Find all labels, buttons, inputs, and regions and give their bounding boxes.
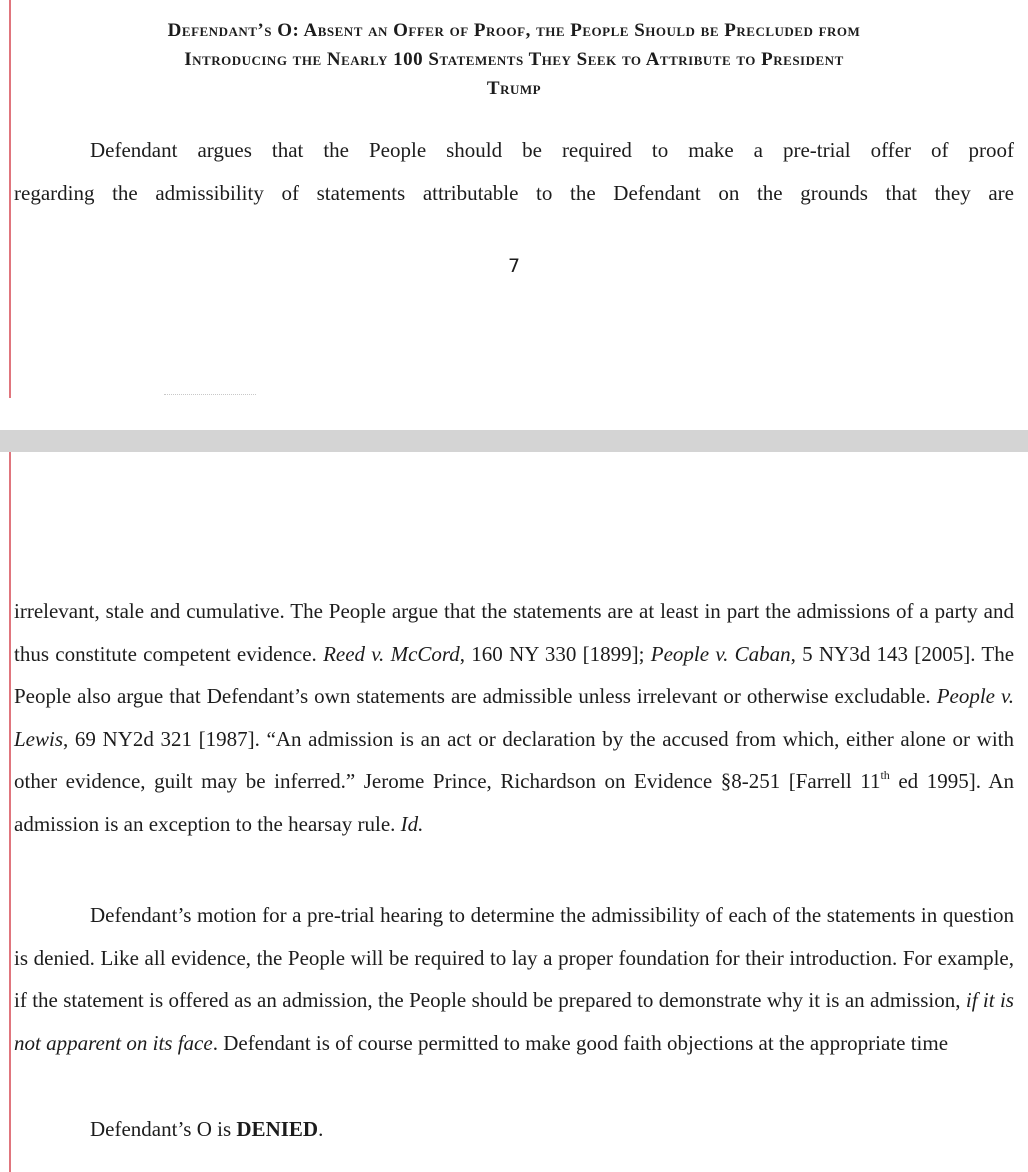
ruling-lead: Defendant’s O is xyxy=(90,1117,237,1141)
page-bottom xyxy=(14,452,1014,1172)
citation-id: Id. xyxy=(400,811,424,836)
ruling-denied: DENIED xyxy=(236,1117,319,1141)
p2-text-4: , 69 NY2d 321 [1987]. “An admission is an act or declaration by the accused from which, either alone or with other evidence, guilt may be inferred.” Jerome Prince, Richardson on Evidence §8-251 [Farrell 11 xyxy=(14,726,1014,793)
paragraph-2 xyxy=(14,590,1014,845)
citation-caban: People v. Caban xyxy=(650,641,791,666)
citation-reed: Reed v. McCord xyxy=(323,641,460,666)
margin-rule-bottom xyxy=(9,452,11,1172)
p2-text-1: irrelevant, stale and cumulative. The People argue that the statements are at least in part the admissions of a party and thus constitute competent evidence. xyxy=(14,599,1014,666)
p3-emphasis: if it is not apparent on its face xyxy=(14,988,1014,1055)
page-number: 7 xyxy=(507,255,521,277)
paragraph-1 xyxy=(14,129,1014,214)
heading-line-3: Trump xyxy=(486,78,542,99)
ruling-paragraph xyxy=(14,1108,1014,1151)
scan-artifact xyxy=(164,394,256,398)
heading-line-1: Defendant’s O: Absent an Offer of Proof, the People Should be Precluded from xyxy=(167,20,861,41)
margin-rule-top xyxy=(9,0,11,398)
ruling-period: . xyxy=(318,1117,324,1141)
p3-text-1: Defendant’s motion for a pre-trial hearing to determine the admissibility of each of the statements in question is denied. Like all evidence, the People will be required to lay a proper foundation for their introduction. For example, if the statement is offered as an admission, the People should be prepared to demonstrate why it is an admission, xyxy=(14,903,1014,1012)
paragraph-1-line-1: Defendant argues that the People should be required to make a pre-trial offer of proof xyxy=(90,138,1014,162)
p2-text-3: , 5 NY3d 143 [2005]. The People also argue that Defendant’s own statements are admissible unless irrelevant or otherwise excludable. xyxy=(14,641,1015,708)
ordinal-suffix: th xyxy=(880,768,890,782)
p2-text-5: ed 1995]. An admission is an exception to the hearsay rule. xyxy=(14,769,1014,836)
citation-lewis: People v. Lewis xyxy=(14,684,1014,751)
page-break-divider xyxy=(0,430,1028,452)
p3-text-2: . Defendant is of course permitted to make good faith objections at the appropriate time xyxy=(212,1030,949,1055)
section-heading xyxy=(14,16,1014,103)
paragraph-1-line-2: regarding the admissibility of statements attributable to the Defendant on the grounds that they are xyxy=(14,180,1014,205)
paragraph-3 xyxy=(14,894,1014,1064)
heading-line-2: Introducing the Nearly 100 Statements They Seek to Attribute to President xyxy=(184,49,844,70)
page-top xyxy=(14,0,1014,430)
p2-text-2: , 160 NY 330 [1899]; xyxy=(459,641,651,666)
